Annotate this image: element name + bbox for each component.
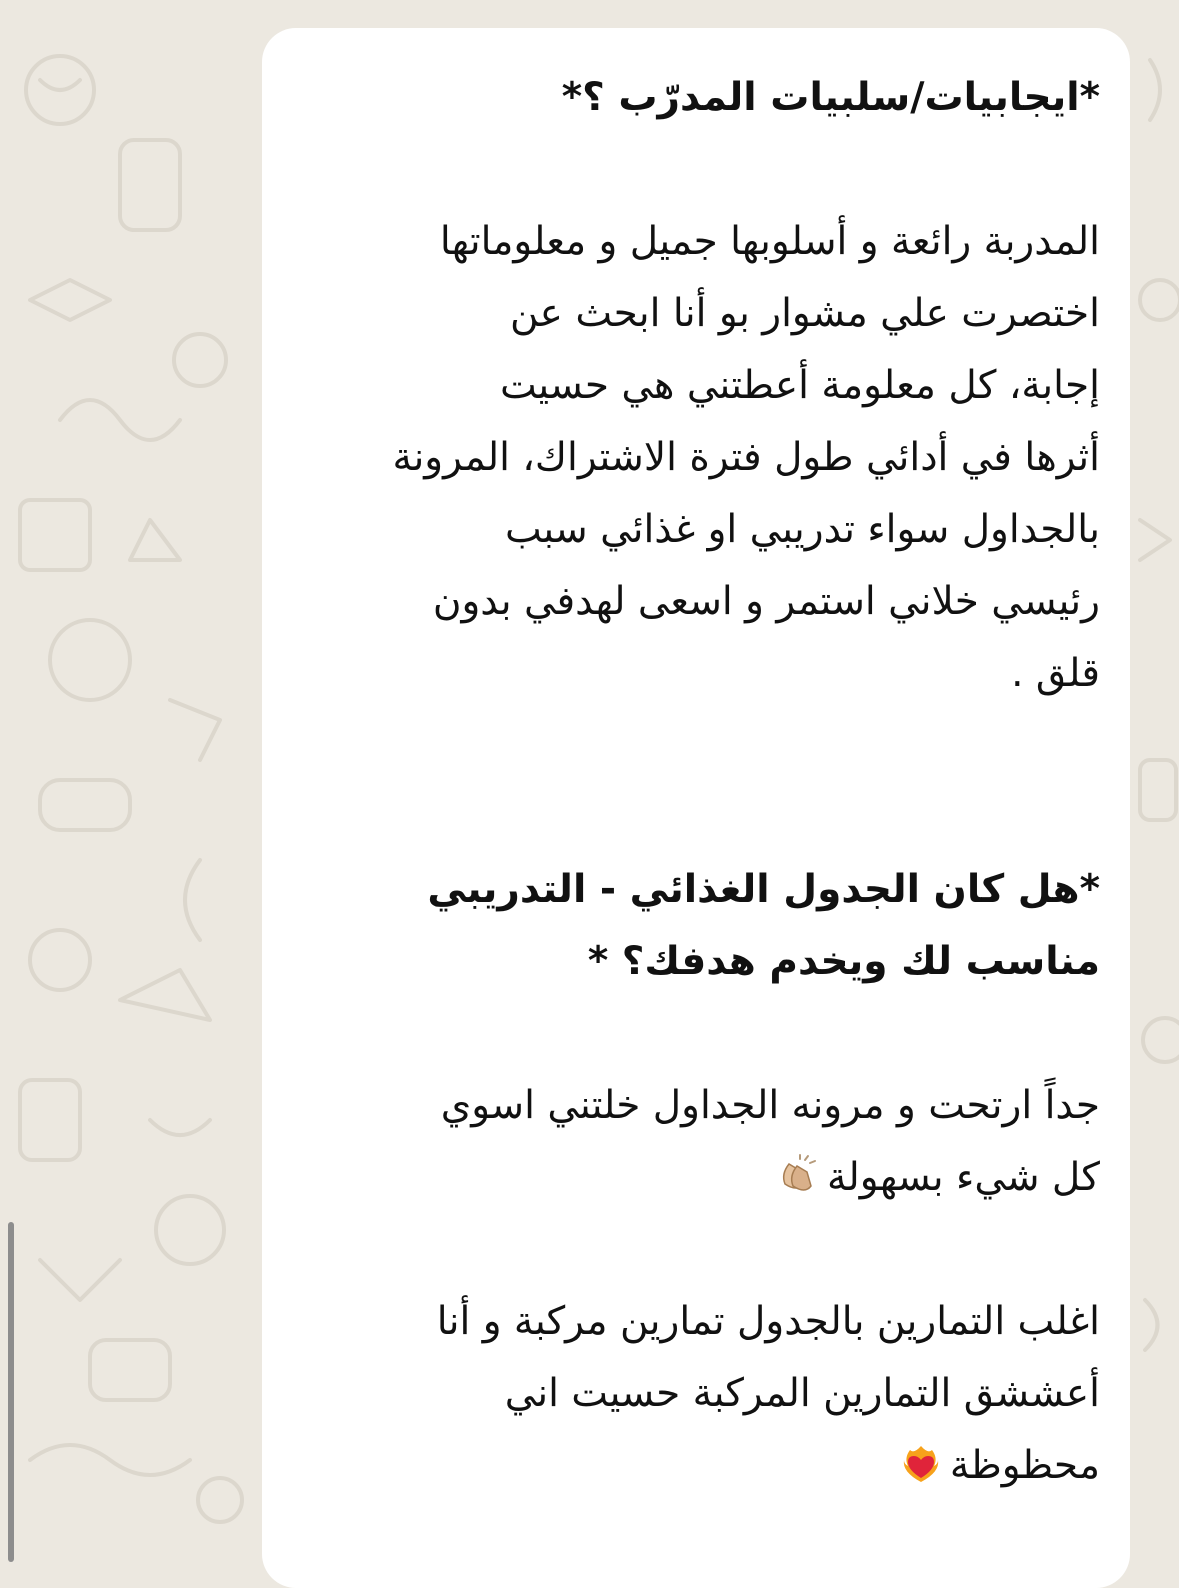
question-2-heading: *هل كان الجدول الغذائي - التدريبي مناسب لك ويخدم هدفك؟ * xyxy=(427,867,1100,984)
message-bubble[interactable] xyxy=(262,28,1130,1588)
question-2-answer-1-text: جداً ارتحت و مرونه الجداول خلتني اسوي كل شيء بسهولة xyxy=(440,1083,1100,1200)
question-1-answer: المدربة رائعة و أسلوبها جميل و معلوماتها اختصرت علي مشوار بو أنا ابحث عن إجابة، كل معلومة أعطتني هي حسيت أثرها في أدائي طول فترة الاشتراك، المرونة بالجداول سواء تدريبي او غذائي سبب رئيسي خلاني استمر و اسعى لهدفي بدون قلق . xyxy=(392,219,1100,696)
question-2-answer-1 xyxy=(298,1070,1100,1214)
question-2-answer-2-text: اغلب التمارين بالجدول تمارين مركبة و أنا أعششق التمارين المركبة حسيت اني محظوظة xyxy=(436,1299,1100,1488)
question-1-heading: *ايجابيات/سلبيات المدرّب ؟* xyxy=(561,75,1100,120)
scrollbar[interactable] xyxy=(8,1222,14,1562)
clapping-hands-emoji-icon xyxy=(777,1154,819,1196)
question-2-answer-2 xyxy=(298,1286,1100,1502)
heart-on-fire-emoji-icon xyxy=(900,1442,942,1484)
